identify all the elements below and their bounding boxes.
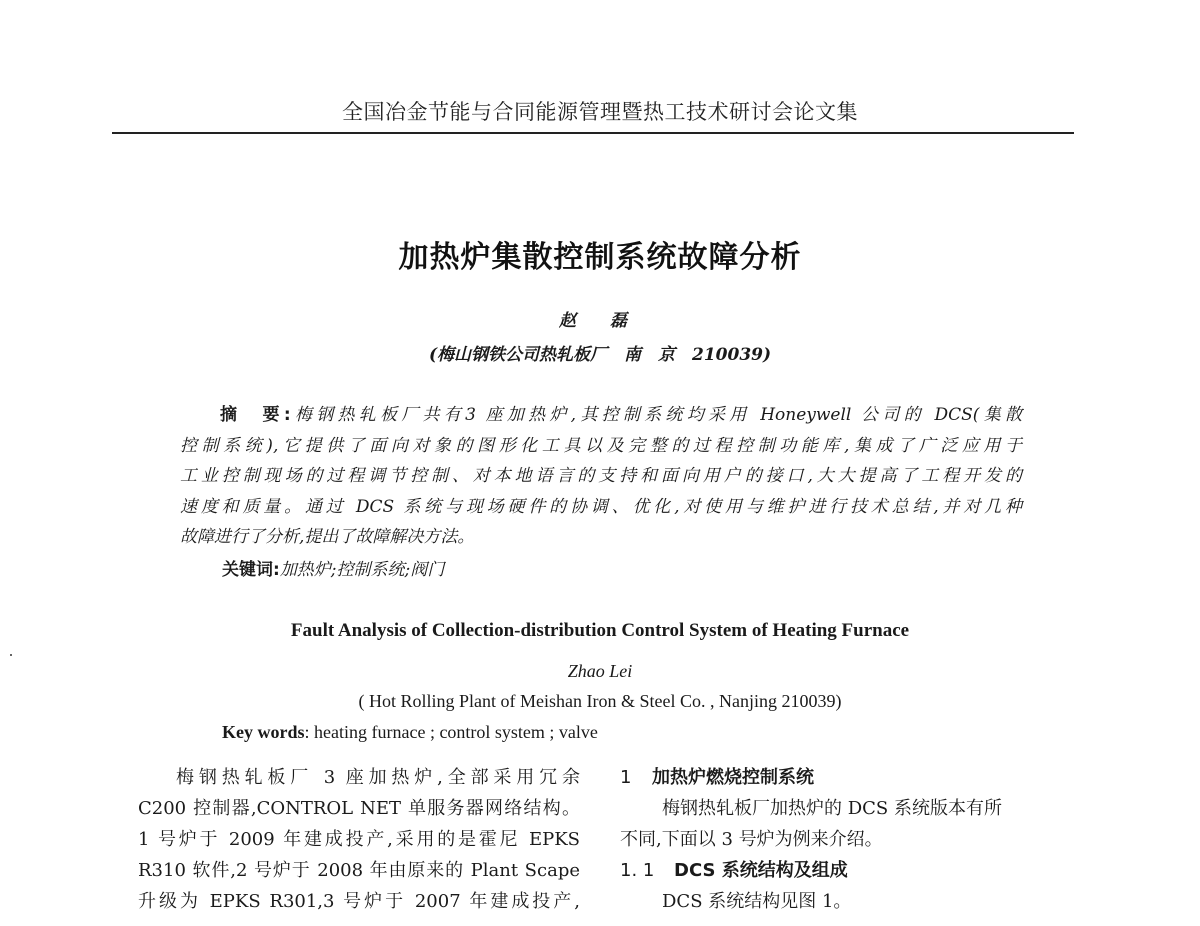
keywords-en bbox=[222, 722, 598, 743]
body-line: 1 号炉于 2009 年建成投产,采用的是霍尼 EPKS bbox=[138, 829, 580, 850]
section-heading-1-1 bbox=[620, 855, 1060, 886]
paper-title-en: Fault Analysis of Collection-distribution Control System of Heating Furnace bbox=[290, 620, 910, 641]
keywords-en-text: : heating furnace ; control system ; valve bbox=[304, 722, 598, 742]
body-line: 梅钢热轧板厂加热炉的 DCS 系统版本有所 bbox=[662, 798, 1002, 819]
body-line: 不同,下面以 3 号炉为例来介绍。 bbox=[620, 829, 883, 850]
abstract-line: 故障进行了分析,提出了故障解决方法。 bbox=[180, 527, 475, 547]
author-name-en: Zhao Lei bbox=[567, 661, 633, 681]
abstract-line bbox=[180, 400, 1022, 431]
abstract-line: 工业控制现场的过程调节控制、对本地语言的支持和面向用户的接口,大大提高了工程开发的 bbox=[180, 466, 1022, 486]
section-number: 1. 1 bbox=[620, 860, 655, 881]
affiliation-cn: (梅山钢铁公司热轧板厂 南 京 210039) bbox=[428, 345, 772, 365]
body-line: 梅钢热轧板厂 3 座加热炉,全部采用冗余 bbox=[176, 767, 580, 788]
keywords-cn-text: 加热炉;控制系统;阀门 bbox=[279, 560, 445, 580]
affiliation-en: ( Hot Rolling Plant of Meishan Iron & Steel Co. , Nanjing 210039) bbox=[358, 691, 842, 711]
abstract-text: 梅钢热轧板厂共有3 座加热炉,其控制系统均采用 Honeywell 公司的 DCS(集散 bbox=[290, 405, 1022, 425]
scan-speck bbox=[10, 654, 12, 656]
body-line: R310 软件,2 号炉于 2008 年由原来的 Plant Scape bbox=[138, 860, 580, 881]
keywords-cn bbox=[222, 555, 444, 580]
header-rule bbox=[112, 132, 1074, 134]
abstract-line: 控制系统),它提供了面向对象的图形化工具以及完整的过程控制功能库,集成了广泛应用于 bbox=[180, 435, 1022, 456]
abstract-line: 速度和质量。通过 DCS 系统与现场硬件的协调、优化,对使用与维护进行技术总结,并对几种 bbox=[180, 496, 1022, 517]
section-heading-1 bbox=[620, 762, 1060, 793]
keywords-cn-label: 关键词: bbox=[222, 560, 280, 580]
body-left-column bbox=[138, 762, 580, 917]
body-right-column bbox=[620, 762, 1060, 917]
section-title: 加热炉燃烧控制系统 bbox=[652, 767, 814, 788]
body-line: DCS 系统结构见图 1。 bbox=[662, 891, 852, 912]
section-number: 1 bbox=[620, 767, 632, 788]
author-name-cn: 赵 磊 bbox=[559, 311, 641, 331]
running-header: 全国冶金节能与合同能源管理暨热工技术研讨会论文集 bbox=[342, 100, 858, 124]
keywords-en-label: Key words bbox=[222, 722, 305, 742]
section-title: DCS 系统结构及组成 bbox=[674, 860, 848, 881]
paper-title: 加热炉集散控制系统故障分析 bbox=[398, 240, 802, 275]
body-line: 升级为 EPKS R301,3 号炉于 2007 年建成投产, bbox=[138, 891, 580, 912]
body-line: C200 控制器,CONTROL NET 单服务器网络结构。 bbox=[138, 798, 580, 819]
abstract-cn bbox=[180, 400, 1022, 553]
abstract-label: 摘 要: bbox=[220, 405, 291, 425]
